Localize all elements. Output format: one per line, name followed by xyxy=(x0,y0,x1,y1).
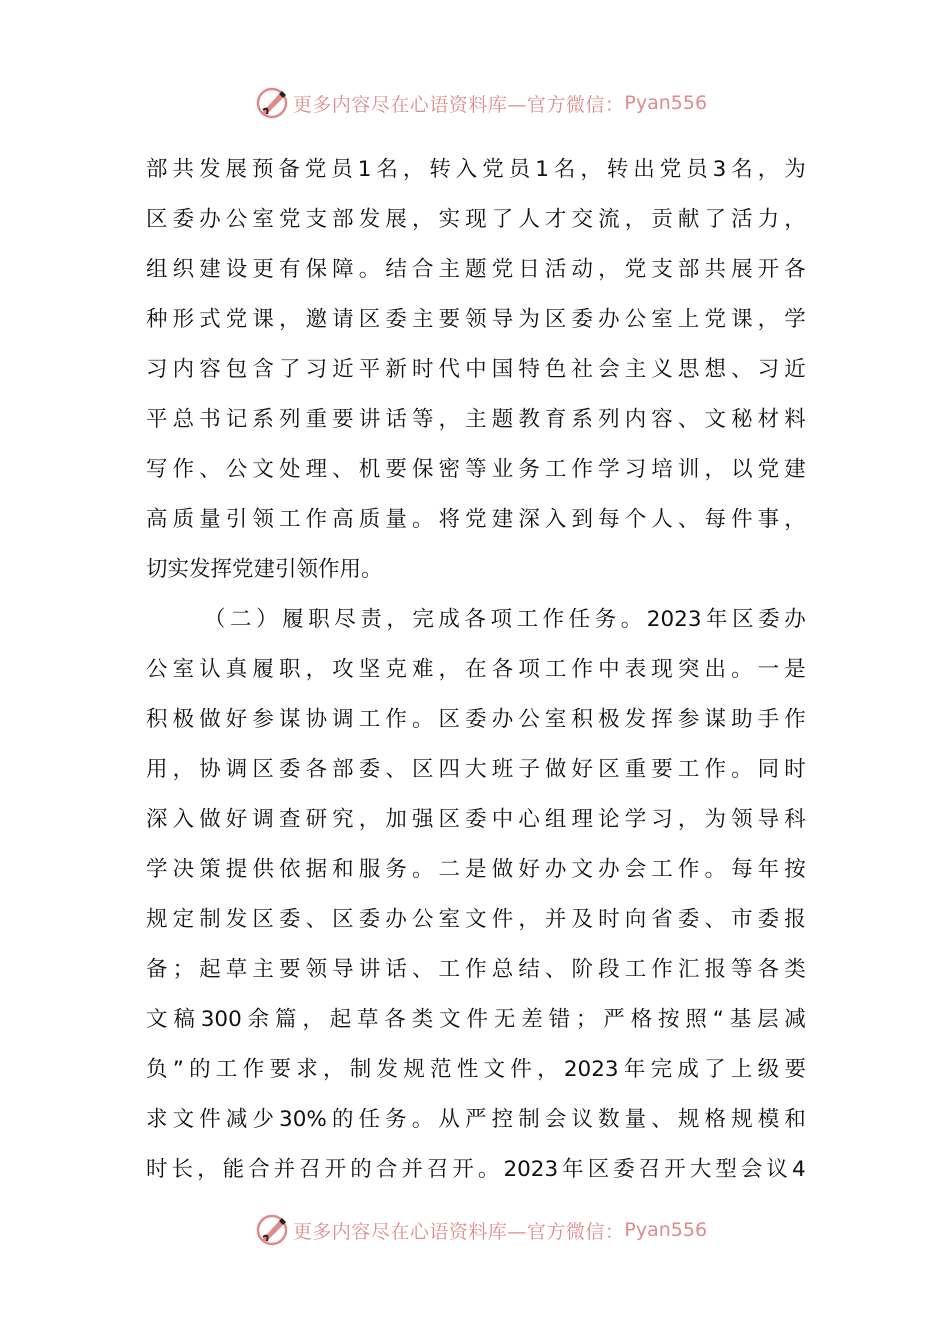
pen-logo-icon xyxy=(255,86,289,120)
text-line: 负 ” 的 工 作 要 求 ， 制 发 规 范 性 文 件 ， 2023 年 完 成 了 上 级 要 xyxy=(146,1057,806,1082)
text-line: 组 织 建 设 更 有 保 障 。 结 合 主 题 党 日 活 动 ， 党 支 部 共 展 开 各 xyxy=(146,257,806,282)
watermark-text: 更多内容尽在心语资料库—官方微信： xyxy=(292,1220,625,1243)
text-line: 种 形 式 党 课 ， 邀 请 区 委 主 要 领 导 为 区 委 办 公 室 上 党 课 ， 学 xyxy=(146,307,806,332)
text-line: 求 文 件 减 少 30% 的 任 务 。 从 严 控 制 会 议 数 量 、 规 格 规 模 和 xyxy=(146,1107,806,1132)
text-line: 高 质 量 引 领 工 作 高 质 量 。 将 党 建 深 入 到 每 个 人 、 每 件 事 ， xyxy=(146,507,806,532)
document-body xyxy=(146,145,806,1195)
watermark-text: 更多内容尽在心语资料库—官方微信： xyxy=(292,93,625,116)
text-line: 备 ； 起 草 主 要 领 导 讲 话 、 工 作 总 结 、 阶 段 工 作 汇 报 等 各 类 xyxy=(146,957,806,982)
text-line: 时 长 ， 能 合 并 召 开 的 合 并 召 开 。 2023 年 区 委 召 开 大 型 会 议 4 xyxy=(146,1157,806,1182)
text-line: 平 总 书 记 系 列 重 要 讲 话 等 ， 主 题 教 育 系 列 内 容 、 文 秘 材 料 xyxy=(146,407,806,432)
text-line: 积 极 做 好 参 谋 协 调 工 作 。 区 委 办 公 室 积 极 发 挥 参 谋 助 手 作 xyxy=(146,707,806,732)
text-line: 公 室 认 真 履 职 ， 攻 坚 克 难 ， 在 各 项 工 作 中 表 现 突 出 。 一 是 xyxy=(146,657,806,682)
text-line: 文 稿 300 余 篇 ， 起 草 各 类 文 件 无 差 错 ； 严 格 按 照 “ 基 层 减 xyxy=(146,1007,806,1032)
text-line: 用 ， 协 调 区 委 各 部 委 、 区 四 大 班 子 做 好 区 重 要 工 作 。 同 时 xyxy=(146,757,806,782)
section-heading-line: （ 二 ） 履 职 尽 责 ， 完 成 各 项 工 作 任 务 。 2023 年 区 委 办 xyxy=(204,607,806,632)
text-line: 习 内 容 包 含 了 习 近 平 新 时 代 中 国 特 色 社 会 主 义 思 想 、 习 近 xyxy=(146,357,806,382)
text-line: 切实发挥党建引领作用。 xyxy=(146,557,383,582)
watermark-wechat-id: Pyan556 xyxy=(624,1219,708,1241)
pen-logo-icon xyxy=(255,1213,289,1247)
footer-watermark xyxy=(0,1210,950,1250)
text-line: 区 委 办 公 室 党 支 部 发 展 ， 实 现 了 人 才 交 流 ， 贡 献 了 活 力 ， xyxy=(146,207,806,232)
text-line: 规 定 制 发 区 委 、 区 委 办 公 室 文 件 ， 并 及 时 向 省 委 、 市 委 报 xyxy=(146,907,806,932)
text-line: 深 入 做 好 调 查 研 究 ， 加 强 区 委 中 心 组 理 论 学 习 ， 为 领 导 科 xyxy=(146,807,806,832)
text-line: 学 决 策 提 供 依 据 和 服 务 。 二 是 做 好 办 文 办 会 工 作 。 每 年 按 xyxy=(146,857,806,882)
text-line: 写 作 、 公 文 处 理 、 机 要 保 密 等 业 务 工 作 学 习 培 训 ， 以 党 建 xyxy=(146,457,806,482)
watermark-wechat-id: Pyan556 xyxy=(624,92,708,114)
text-line: 部 共 发 展 预 备 党 员 1 名 ， 转 入 党 员 1 名 ， 转 出 党 员 3 名 ， 为 xyxy=(146,157,806,182)
header-watermark xyxy=(0,83,950,123)
